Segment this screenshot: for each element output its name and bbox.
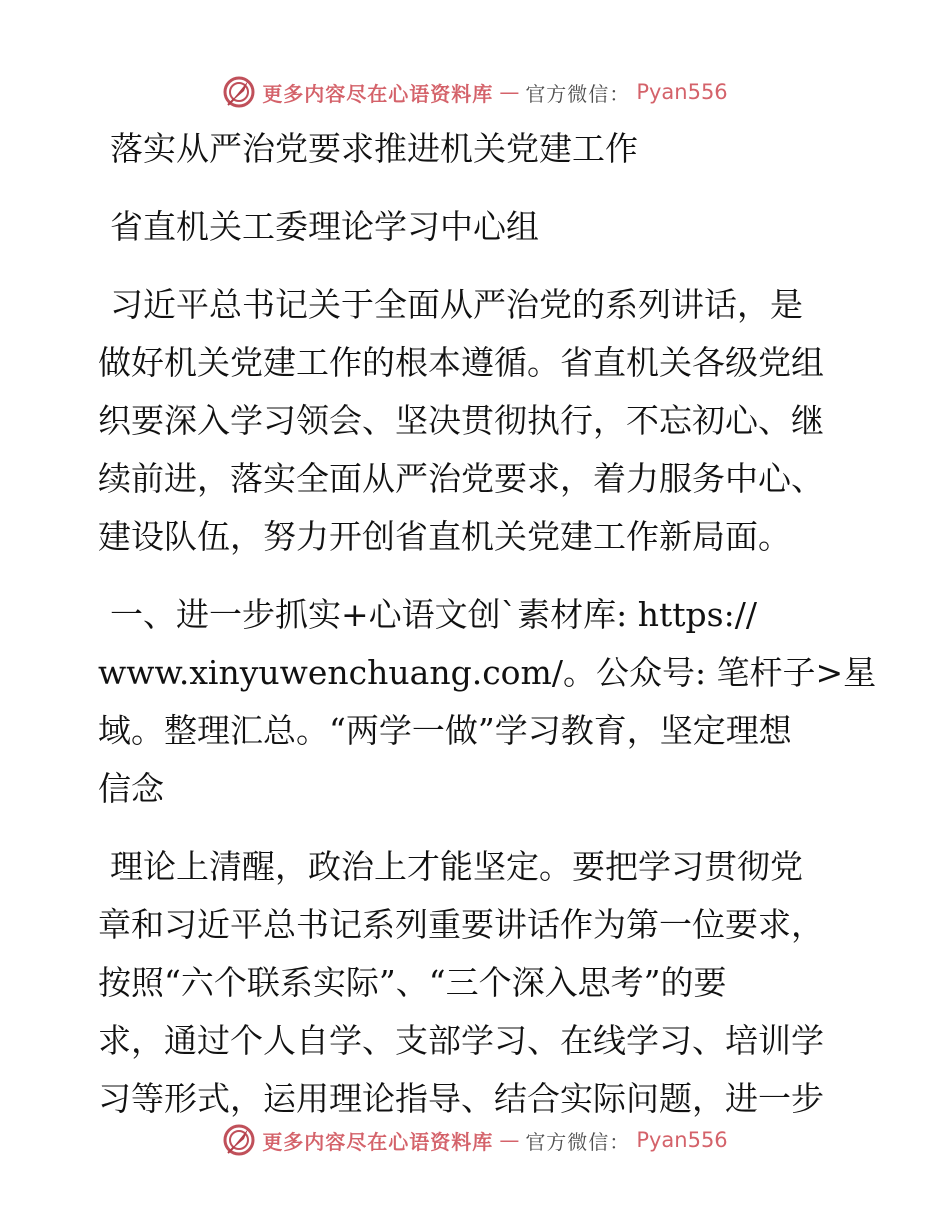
text-line: 续前进，落实全面从严治党要求，着力服务中心、 <box>98 459 824 498</box>
watermark-official-label: 官方微信： <box>525 1129 631 1154</box>
text-line: 织要深入学习领会、坚决贯彻执行，不忘初心、继 <box>98 401 824 440</box>
text-line: 信念 <box>98 769 164 808</box>
text-line: 一、进一步抓实+心语文创`素材库: https:// <box>110 595 757 634</box>
text-line: 习等形式，运用理论指导、结合实际问题，进一步 <box>98 1079 824 1118</box>
paragraph-intro <box>98 276 858 566</box>
document-title: 落实从严治党要求推进机关党建工作 <box>110 129 638 168</box>
watermark-footer <box>0 1120 950 1160</box>
watermark-account-id: Pyan556 <box>636 1128 728 1152</box>
text-line: 理论上清醒，政治上才能坚定。要把学习贯彻党 <box>110 847 803 886</box>
watermark-dash: — <box>499 80 520 104</box>
watermark-header <box>0 72 950 112</box>
text-line: 域。整理汇总。“两学一做”学习教育，坚定理想 <box>98 711 792 750</box>
section-heading-1 <box>98 586 877 818</box>
watermark-account-id: Pyan556 <box>636 80 728 104</box>
watermark-main-text: 更多内容尽在心语资料库 <box>262 81 494 106</box>
text-line: 做好机关党建工作的根本遵循。省直机关各级党组 <box>98 343 824 382</box>
watermark-main-text: 更多内容尽在心语资料库 <box>262 1129 494 1154</box>
text-line: 求，通过个人自学、支部学习、在线学习、培训学 <box>98 1021 824 1060</box>
text-line: 建设队伍，努力开创省直机关党建工作新局面。 <box>98 517 791 556</box>
text-line: 章和习近平总书记系列重要讲话作为第一位要求， <box>98 905 824 944</box>
watermark-official-label: 官方微信： <box>525 81 631 106</box>
quill-logo-icon <box>222 75 256 109</box>
text-line: www.xinyuwenchuang.com/。公众号: 笔杆子>星 <box>98 653 877 692</box>
text-line: 按照“六个联系实际”、“三个深入思考”的要 <box>98 963 727 1002</box>
watermark-dash: — <box>499 1128 520 1152</box>
text-line: 习近平总书记关于全面从严治党的系列讲话，是 <box>110 285 803 324</box>
quill-logo-icon <box>222 1123 256 1157</box>
paragraph-theory <box>98 838 858 1128</box>
document-author: 省直机关工委理论学习中心组 <box>110 207 539 246</box>
document-body <box>98 120 877 1128</box>
